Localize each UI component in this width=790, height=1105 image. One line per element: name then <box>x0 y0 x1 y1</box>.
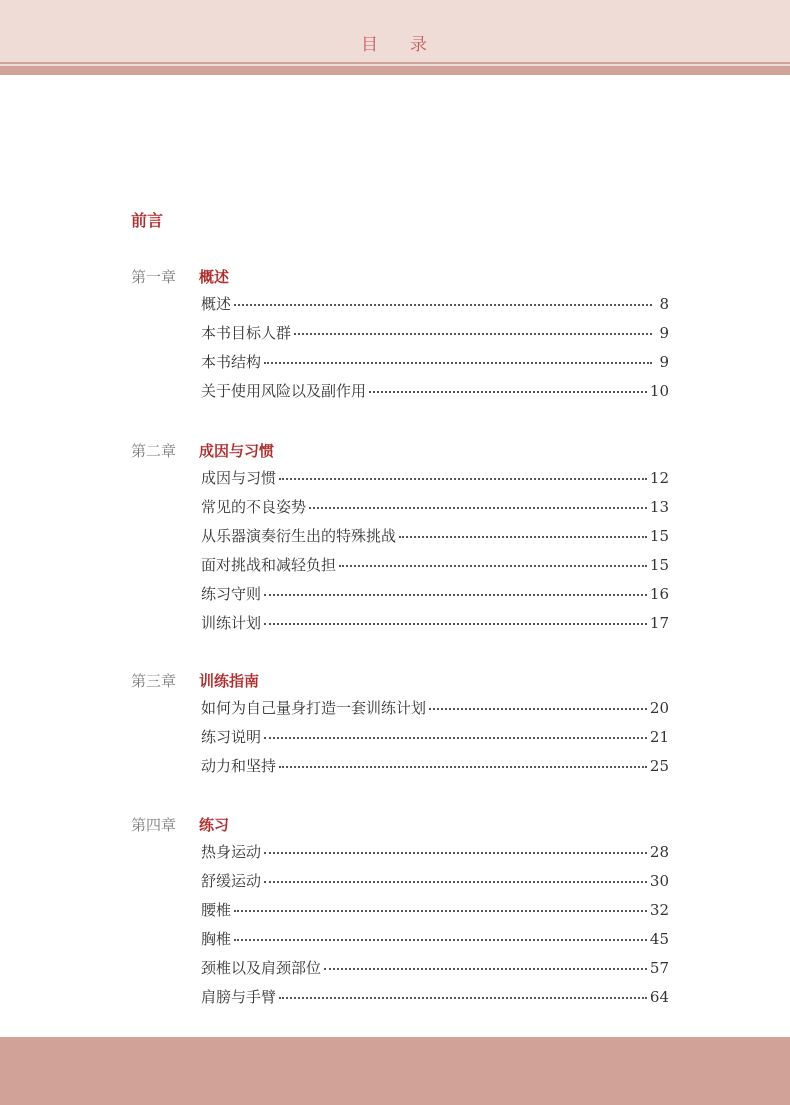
entry-label: 训练计划 <box>201 614 262 632</box>
toc-entry[interactable] <box>201 290 669 319</box>
leader-dots <box>369 390 647 393</box>
page-title-right: 录 <box>410 35 429 55</box>
chapter-4 <box>131 814 671 1012</box>
page-title-left: 目 <box>361 35 380 55</box>
chapter-number: 第三章 <box>131 672 177 690</box>
leader-dots <box>264 361 652 364</box>
entry-page: 12 <box>649 469 669 487</box>
toc-entry[interactable] <box>201 609 669 638</box>
toc-entry[interactable] <box>201 867 669 896</box>
chapter-title: 练习 <box>199 816 230 834</box>
page-title <box>0 30 790 55</box>
toc-entry[interactable] <box>201 838 669 867</box>
entry-label: 动力和坚持 <box>201 757 277 775</box>
entry-label: 胸椎 <box>201 930 232 948</box>
chapter-heading[interactable] <box>131 266 671 290</box>
toc-entry[interactable] <box>201 348 669 377</box>
chapter-entries <box>201 290 669 406</box>
leader-dots <box>234 909 647 912</box>
toc-entry[interactable] <box>201 983 669 1012</box>
toc-entry[interactable] <box>201 896 669 925</box>
entry-page: 17 <box>649 614 669 632</box>
chapter-heading[interactable] <box>131 440 671 464</box>
entry-label: 腰椎 <box>201 901 232 919</box>
chapter-number: 第四章 <box>131 816 177 834</box>
entry-label: 从乐器演奏衍生出的特殊挑战 <box>201 527 397 545</box>
entry-label: 关于使用风险以及副作用 <box>201 382 367 400</box>
entry-page: 25 <box>649 757 669 775</box>
entry-page: 32 <box>649 901 669 919</box>
entry-page: 21 <box>649 728 669 746</box>
entry-page: 30 <box>649 872 669 890</box>
footer-band <box>0 1037 790 1105</box>
leader-dots <box>264 622 647 625</box>
entry-page: 8 <box>659 295 669 313</box>
chapter-heading[interactable] <box>131 814 671 838</box>
toc-entry[interactable] <box>201 493 669 522</box>
leader-dots <box>264 880 647 883</box>
chapter-entries <box>201 838 669 1012</box>
toc-entry[interactable] <box>201 464 669 493</box>
header-stripe-line <box>0 64 790 66</box>
entry-label: 热身运动 <box>201 843 262 861</box>
entry-label: 舒缓运动 <box>201 872 262 890</box>
toc-entry[interactable] <box>201 925 669 954</box>
leader-dots <box>279 996 647 999</box>
chapter-3 <box>131 670 671 781</box>
chapter-title: 概述 <box>199 268 230 286</box>
entry-page: 15 <box>649 556 669 574</box>
entry-label: 成因与习惯 <box>201 469 277 487</box>
toc-entry[interactable] <box>201 377 669 406</box>
leader-dots <box>294 332 652 335</box>
leader-dots <box>234 938 647 941</box>
chapter-number: 第一章 <box>131 268 177 286</box>
entry-page: 15 <box>649 527 669 545</box>
preface-link[interactable]: 前言 <box>131 211 164 230</box>
entry-label: 本书结构 <box>201 353 262 371</box>
entry-page: 20 <box>649 699 669 717</box>
toc-entry[interactable] <box>201 580 669 609</box>
leader-dots <box>234 303 652 306</box>
entry-label: 肩膀与手臂 <box>201 988 277 1006</box>
toc-entry[interactable] <box>201 752 669 781</box>
entry-label: 面对挑战和减轻负担 <box>201 556 337 574</box>
leader-dots <box>279 477 647 480</box>
chapter-1 <box>131 266 671 406</box>
entry-page: 64 <box>649 988 669 1006</box>
leader-dots <box>264 736 647 739</box>
chapter-heading[interactable] <box>131 670 671 694</box>
entry-label: 练习守则 <box>201 585 262 603</box>
entry-label: 常见的不良姿势 <box>201 498 307 516</box>
entry-page: 45 <box>649 930 669 948</box>
entry-label: 颈椎以及肩颈部位 <box>201 959 322 977</box>
leader-dots <box>324 967 647 970</box>
toc-entry[interactable] <box>201 319 669 348</box>
leader-dots <box>264 593 647 596</box>
leader-dots <box>264 851 647 854</box>
chapter-title: 成因与习惯 <box>199 442 275 460</box>
chapter-entries <box>201 694 669 781</box>
toc-entry[interactable] <box>201 954 669 983</box>
entry-page: 57 <box>649 959 669 977</box>
toc-entry[interactable] <box>201 522 669 551</box>
toc-entry[interactable] <box>201 723 669 752</box>
leader-dots <box>399 535 647 538</box>
chapter-entries <box>201 464 669 638</box>
entry-page: 13 <box>649 498 669 516</box>
toc-entry[interactable] <box>201 694 669 723</box>
leader-dots <box>339 564 647 567</box>
leader-dots <box>309 506 647 509</box>
chapter-title: 训练指南 <box>199 672 260 690</box>
entry-page: 9 <box>659 324 669 342</box>
entry-label: 概述 <box>201 295 232 313</box>
chapter-number: 第二章 <box>131 442 177 460</box>
toc-entry[interactable] <box>201 551 669 580</box>
entry-page: 16 <box>649 585 669 603</box>
entry-label: 本书目标人群 <box>201 324 292 342</box>
entry-page: 10 <box>649 382 669 400</box>
entry-label: 如何为自己量身打造一套训练计划 <box>201 699 427 717</box>
entry-page: 28 <box>649 843 669 861</box>
entry-page: 9 <box>659 353 669 371</box>
leader-dots <box>279 765 647 768</box>
chapter-2 <box>131 440 671 638</box>
leader-dots <box>429 707 647 710</box>
entry-label: 练习说明 <box>201 728 262 746</box>
